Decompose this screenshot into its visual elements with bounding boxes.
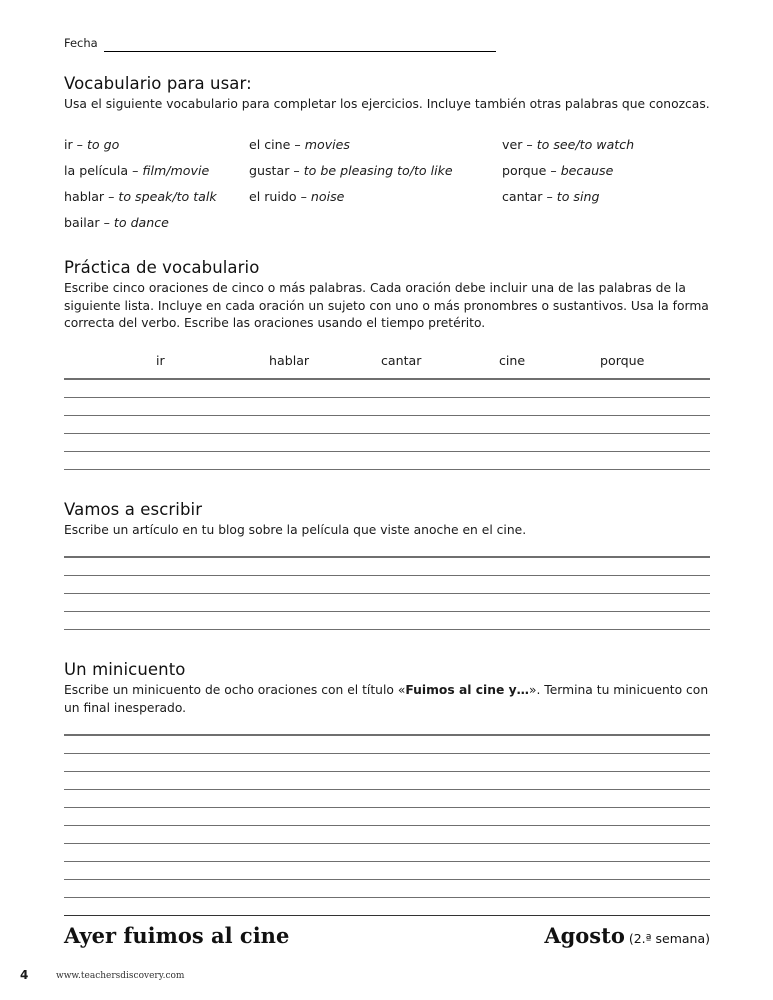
publisher-url[interactable]: www.teachersdiscovery.com	[56, 971, 185, 981]
writing-line[interactable]	[64, 790, 710, 808]
vocabulary-term: el cine –	[249, 136, 305, 152]
vocabulary-definition: to go	[86, 136, 120, 152]
vocabulary-item-empty	[249, 210, 502, 236]
vocabulary-list	[64, 132, 710, 236]
writing-line[interactable]	[64, 398, 710, 416]
vocabulary-term: hablar –	[64, 188, 119, 204]
writing-line[interactable]	[64, 416, 710, 434]
writing-line[interactable]	[64, 576, 710, 594]
vocabulary-definition: to sing	[556, 188, 600, 204]
vocabulary-item	[249, 132, 502, 158]
vocabulary-definition: because	[560, 162, 614, 178]
vocabulary-definition: to speak/to talk	[118, 188, 217, 204]
practice-word: porque	[600, 353, 645, 369]
vocabulary-item	[249, 158, 502, 184]
ministory-intro	[64, 682, 710, 718]
writing-line[interactable]	[64, 380, 710, 398]
vocabulary-definition: film/movie	[142, 162, 210, 178]
vocabulary-item	[502, 132, 710, 158]
worksheet-content	[64, 28, 710, 898]
practice-word: cantar	[381, 353, 422, 369]
ministory-intro-part1: Escribe un minicuento de ocho oraciones con el título «	[64, 683, 406, 698]
vocabulary-term: bailar –	[64, 214, 114, 230]
writing-intro: Escribe un artículo en tu blog sobre la película que viste anoche en el cine.	[64, 523, 527, 538]
vocabulary-definition: noise	[310, 188, 345, 204]
vocabulary-term: cantar –	[502, 188, 557, 204]
ministory-intro-emphasis: Fuimos al cine y…	[405, 683, 529, 698]
writing-line[interactable]	[64, 772, 710, 790]
vocabulary-title: Vocabulario para usar:	[64, 74, 252, 93]
writing-line[interactable]	[64, 736, 710, 754]
vocabulary-term: la película –	[64, 162, 143, 178]
writing-line[interactable]	[64, 452, 710, 470]
practice-answer-lines	[64, 378, 710, 470]
vocabulary-term: ir –	[64, 136, 87, 152]
practice-intro: Escribe cinco oraciones de cinco o más palabras. Cada oración debe incluir una de las palabras de la siguiente lista. Incluye en cada oración un sujeto con uno o más pronombres o sustantivos. Usa la forma correcta del verbo. Escribe las oraciones usando el tiempo pretérito.	[64, 280, 709, 331]
page-footer	[64, 915, 710, 948]
vocabulary-intro: Usa el siguiente vocabulario para completar los ejercicios. Incluye también otras palabras que conozcas.	[64, 97, 710, 111]
writing-line[interactable]	[64, 754, 710, 772]
writing-line[interactable]	[64, 808, 710, 826]
vocabulary-term: porque –	[502, 162, 561, 178]
vocabulary-item	[64, 132, 249, 158]
vocabulary-item	[502, 158, 710, 184]
vocabulary-term: ver –	[502, 136, 537, 152]
practice-word: ir	[156, 353, 165, 369]
vocabulary-item	[502, 184, 710, 210]
ministory-section	[64, 660, 710, 898]
footer-week: (2.ª semana)	[628, 931, 710, 946]
page-number: 4	[20, 968, 29, 982]
vocabulary-item	[249, 184, 502, 210]
writing-line[interactable]	[64, 558, 710, 576]
date-input-line[interactable]	[104, 35, 496, 52]
worksheet-title: Ayer fuimos al cine	[64, 923, 290, 948]
writing-line[interactable]	[64, 844, 710, 862]
practice-title: Práctica de vocabulario	[64, 257, 260, 277]
vocabulary-item	[64, 184, 249, 210]
vocabulary-definition: to dance	[113, 214, 169, 230]
ministory-answer-lines	[64, 734, 710, 898]
writing-answer-lines	[64, 556, 710, 630]
practice-word-list	[64, 353, 710, 368]
footer-date-group	[544, 923, 710, 948]
vocabulary-term: el ruido –	[249, 188, 311, 204]
practice-section	[64, 258, 710, 470]
writing-line[interactable]	[64, 862, 710, 880]
vocabulary-term: gustar –	[249, 162, 304, 178]
footer-month: Agosto	[544, 923, 625, 948]
writing-line[interactable]	[64, 880, 710, 898]
vocabulary-definition: to see/to watch	[536, 136, 635, 152]
writing-section	[64, 500, 710, 630]
vocabulary-item	[64, 158, 249, 184]
footer-divider	[64, 915, 710, 916]
writing-line[interactable]	[64, 612, 710, 630]
vocabulary-section	[64, 74, 710, 236]
writing-title: Vamos a escribir	[64, 500, 203, 520]
vocabulary-item-empty	[502, 210, 710, 236]
vocabulary-definition: to be pleasing to/to like	[303, 162, 453, 178]
writing-line[interactable]	[64, 594, 710, 612]
practice-word: hablar	[269, 353, 310, 369]
ministory-title: Un minicuento	[64, 660, 186, 680]
vocabulary-item	[64, 210, 249, 236]
vocabulary-definition: movies	[304, 136, 350, 152]
writing-line[interactable]	[64, 434, 710, 452]
footer-row	[64, 923, 710, 948]
writing-line[interactable]	[64, 826, 710, 844]
practice-word: cine	[499, 353, 526, 369]
date-label: Fecha	[64, 36, 98, 50]
ministory-intro-part2: ». Termina tu minicuento con un final inesperado.	[64, 683, 709, 715]
date-row	[64, 28, 710, 52]
